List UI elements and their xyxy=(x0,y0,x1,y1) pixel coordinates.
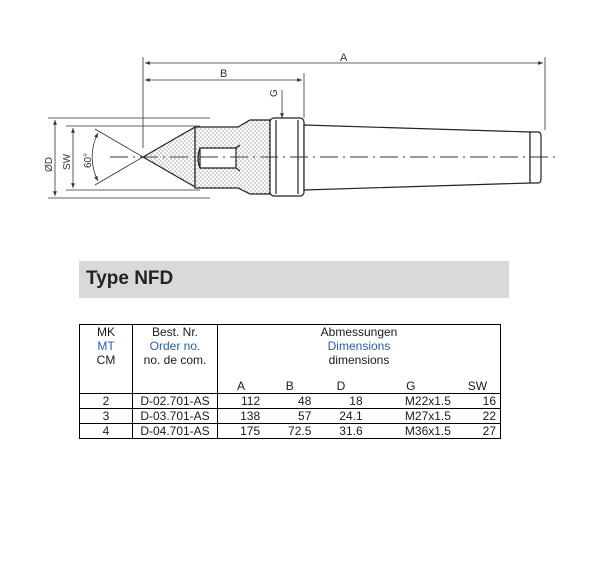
cell-order: D-04.701-AS xyxy=(133,424,218,439)
cell-b: 48 xyxy=(264,394,315,409)
cell-sw: 22 xyxy=(455,409,501,424)
taper-shank xyxy=(304,125,530,190)
cell-sw: 27 xyxy=(455,424,501,439)
table-row xyxy=(80,409,501,424)
dimensions-table xyxy=(79,324,501,439)
dims-header-de: Abmessungen xyxy=(320,325,398,339)
cell-g: M22x1.5 xyxy=(367,394,455,409)
subheader-b: B xyxy=(264,367,315,394)
dims-header-fr: dimensions xyxy=(328,353,390,367)
table-row xyxy=(80,424,501,439)
cell-d: 18 xyxy=(315,394,366,409)
cell-d: 24.1 xyxy=(315,409,366,424)
order-header-fr: no. de com. xyxy=(143,353,207,367)
subheader-sw: SW xyxy=(455,367,501,394)
dimension-b-label: B xyxy=(220,68,228,80)
dimensions-header xyxy=(218,325,501,368)
mk-header-fr: CM xyxy=(96,353,116,367)
order-header xyxy=(133,325,218,394)
technical-drawing xyxy=(0,0,600,240)
cell-a: 175 xyxy=(218,424,265,439)
mk-header-en: MT xyxy=(97,339,115,353)
cell-b: 57 xyxy=(264,409,315,424)
cell-d: 31.6 xyxy=(315,424,366,439)
dimension-a-label: A xyxy=(340,52,348,64)
subheader-a: A xyxy=(218,367,265,394)
dimension-g-label: G xyxy=(269,89,280,97)
cell-g: M36x1.5 xyxy=(367,424,455,439)
table-row xyxy=(80,394,501,409)
cell-order: D-02.701-AS xyxy=(133,394,218,409)
dimension-sw-label: SW xyxy=(62,153,73,170)
cell-a: 138 xyxy=(218,409,265,424)
cell-a: 112 xyxy=(218,394,265,409)
cell-mk: 3 xyxy=(80,409,133,424)
cell-b: 72.5 xyxy=(264,424,315,439)
header-row xyxy=(80,325,501,368)
angle-label: 60° xyxy=(83,152,94,168)
page-title: Type NFD xyxy=(86,268,174,289)
title-bar xyxy=(79,261,509,298)
subheader-d: D xyxy=(315,367,366,394)
cell-order: D-03.701-AS xyxy=(133,409,218,424)
dims-header-en: Dimensions xyxy=(327,339,391,353)
cell-g: M27x1.5 xyxy=(367,409,455,424)
subheader-g: G xyxy=(367,367,455,394)
order-header-de: Best. Nr. xyxy=(151,325,198,339)
mk-header xyxy=(80,325,133,394)
cell-mk: 4 xyxy=(80,424,133,439)
mk-header-de: MK xyxy=(97,325,115,339)
cell-mk: 2 xyxy=(80,394,133,409)
order-header-en: Order no. xyxy=(149,339,201,353)
cell-sw: 16 xyxy=(455,394,501,409)
dimension-d-label: ØD xyxy=(44,157,55,172)
